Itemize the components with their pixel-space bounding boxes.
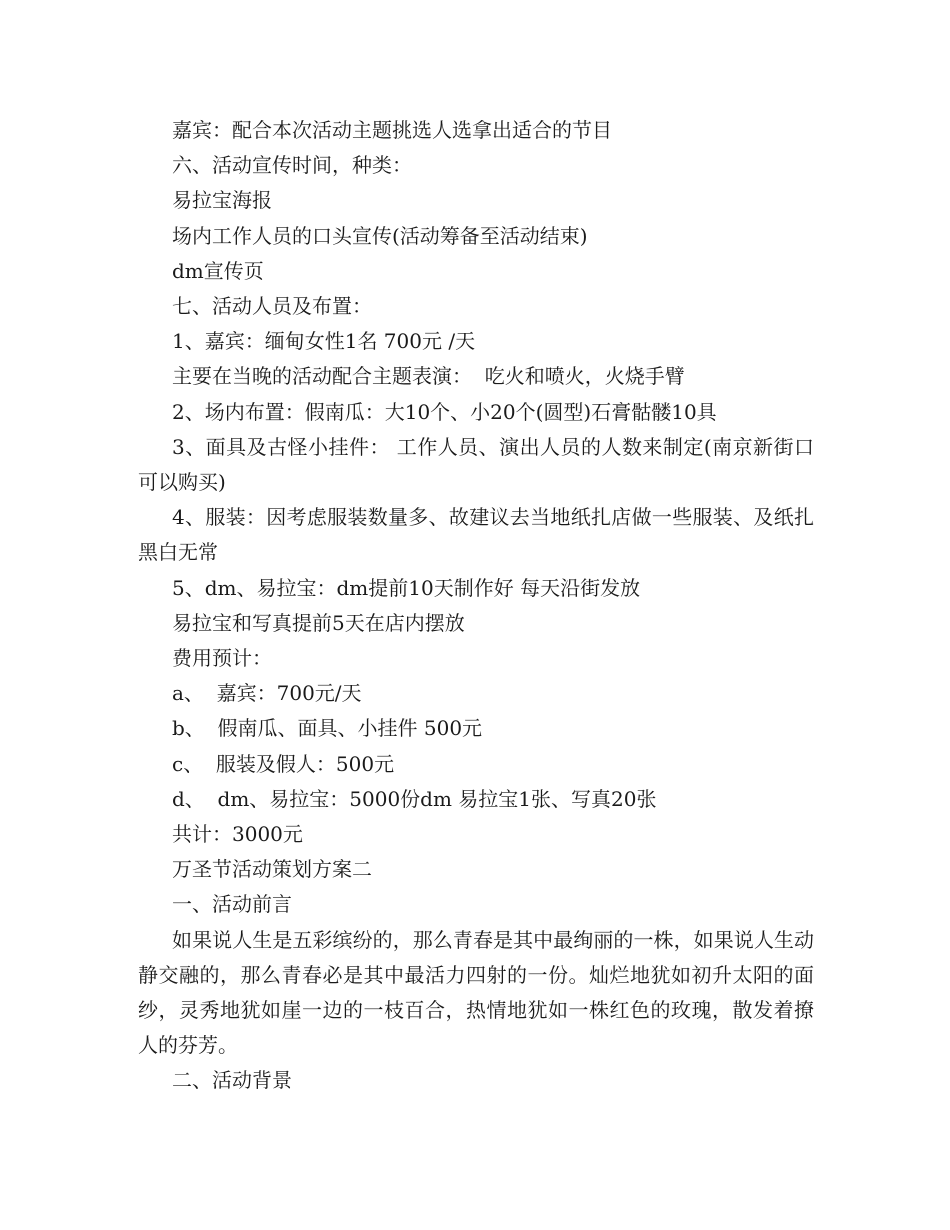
document-body [138,113,814,1099]
text-line-dm-page: dm宣传页 [172,258,264,283]
budget-item-b: b、 假南瓜、面具、小挂件 500元 [172,716,483,741]
text-line-venue-layout: 2、场内布置：假南瓜：大10个、小20个(圆型)石膏骷髅10具 [172,399,717,424]
text-line-performance: 主要在当晚的活动配合主题表演： 吃火和喷火，火烧手臂 [172,364,685,389]
paragraph-masks: 3、面具及古怪小挂件： 工作人员、演出人员的人数来制定(南京新街口可以购买) [138,434,814,495]
text-line-rollup-display: 易拉宝和写真提前5天在店内摆放 [172,610,465,635]
budget-total: 共计：3000元 [172,822,303,847]
budget-item-c: c、 服装及假人：500元 [172,751,395,776]
text-line-rollup-poster: 易拉宝海报 [172,188,272,213]
section-heading-staff-layout: 七、活动人员及布置： [172,294,372,319]
text-line-guest: 1、嘉宾：缅甸女性1名 700元 /天 [172,329,476,354]
paragraph-preface: 如果说人生是五彩缤纷的，那么青春是其中最绚丽的一株，如果说人生动静交融的，那么青春必是其中最活力四射的一份。灿烂地犹如初升太阳的面纱，灵秀地犹如崖一边的一枝百合，热情地犹如一株红色的玫瑰，散发着撩人的芬芳。 [138,927,814,1058]
section-heading-background: 二、活动背景 [172,1068,292,1093]
budget-item-d: d、 dm、易拉宝：5000份dm 易拉宝1张、写真20张 [172,786,657,811]
paragraph-costume: 4、服装：因考虑服装数量多、故建议去当地纸扎店做一些服装、及纸扎黑白无常 [138,505,814,565]
text-line-verbal-promotion: 场内工作人员的口头宣传(活动筹备至活动结束) [172,223,588,248]
budget-item-a: a、 嘉宾：700元/天 [172,681,362,706]
section-heading-promotion: 六、活动宣传时间，种类： [172,153,412,178]
text-line-guest-program: 嘉宾：配合本次活动主题挑选人选拿出适合的节目 [172,118,612,142]
text-line-budget-heading: 费用预计： [172,646,272,671]
text-line-dm-rollup: 5、dm、易拉宝：dm提前10天制作好 每天沿街发放 [172,575,641,600]
plan-two-title: 万圣节活动策划方案二 [172,857,372,882]
section-heading-preface: 一、活动前言 [172,892,292,917]
